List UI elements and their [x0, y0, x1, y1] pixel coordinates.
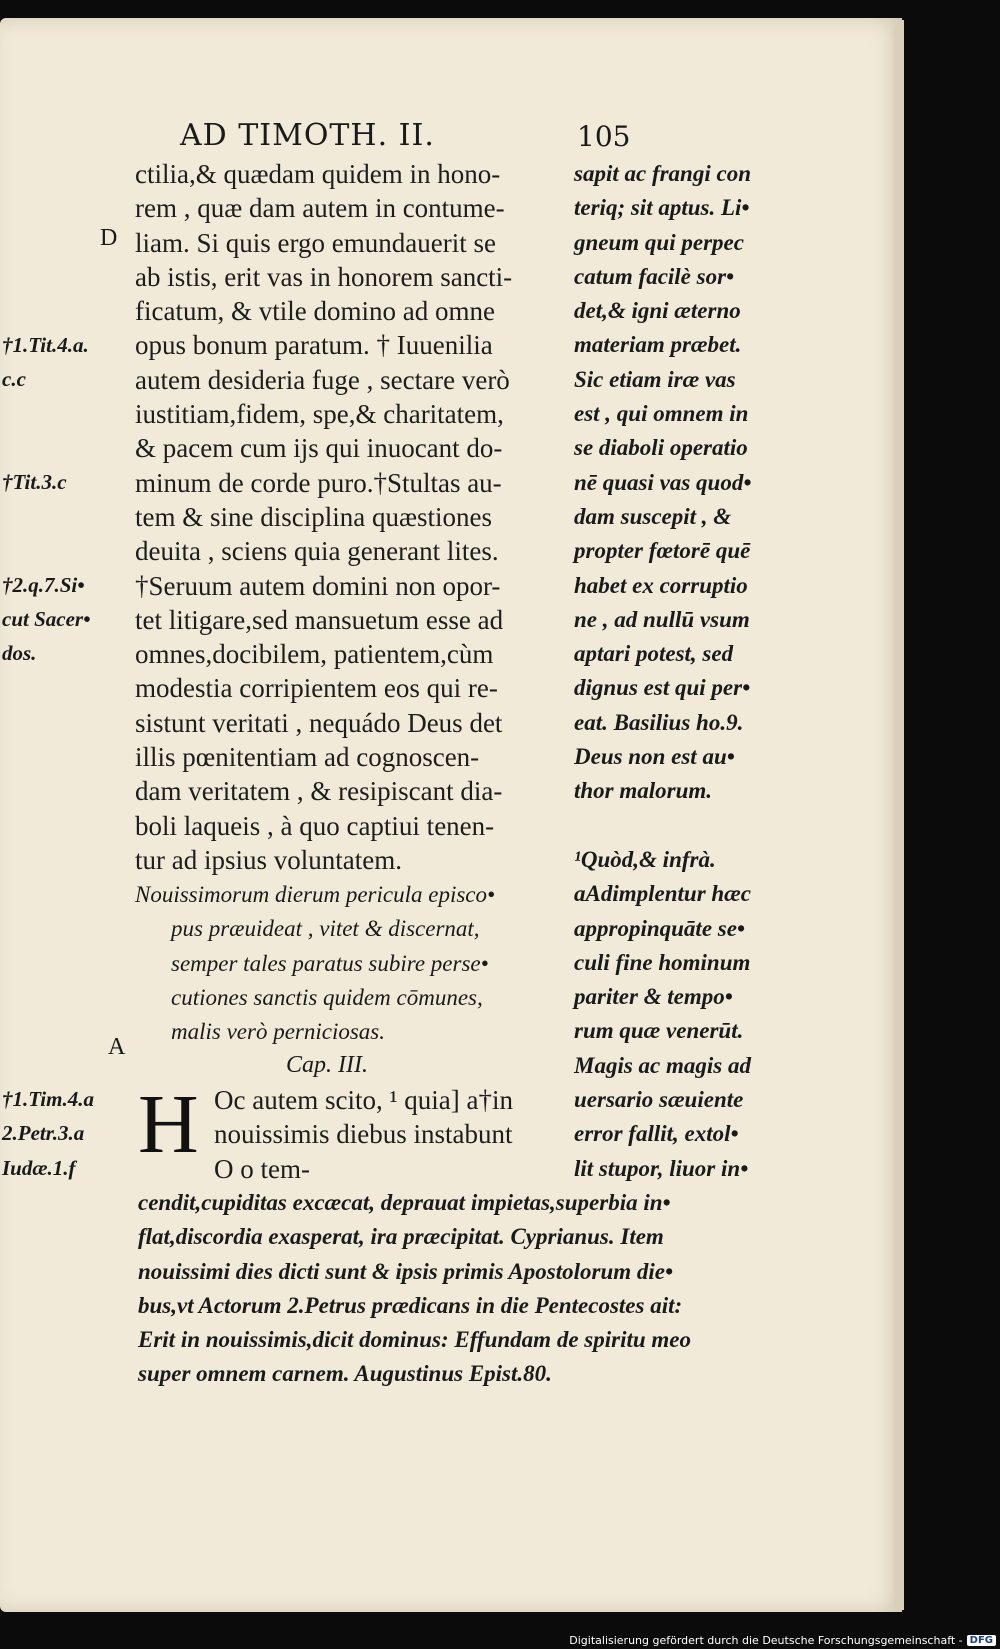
- text-line: tur ad ipsius voluntatem.: [135, 844, 402, 875]
- section-letter-a: A: [108, 1034, 126, 1060]
- commentary-line: Sic etiam iræ vas: [574, 366, 736, 392]
- commentary-line: se diaboli operatio: [574, 435, 748, 461]
- text-line: ab istis, erit vas in honorem sancti-: [135, 261, 513, 292]
- commentary-line: nouissimi dies dicti sunt & ipsis primis Apostolorum die•: [138, 1258, 674, 1284]
- text-line: sistunt veritati , nequádo Deus det: [135, 707, 503, 738]
- text-line: †Seruum autem domini non opor-: [135, 570, 501, 601]
- text-line: iustitiam,fidem, spe,& charitatem,: [135, 399, 504, 430]
- running-header: AD TIMOTH. II.: [180, 118, 435, 153]
- marginal-reference: †1.Tit.4.a.: [2, 332, 89, 357]
- commentary-line: nē quasi vas quod•: [574, 469, 752, 495]
- opening-line: Oc autem scito, ¹ quia] a†in: [214, 1085, 514, 1115]
- commentary-line: aptari potest, sed: [574, 641, 734, 667]
- commentary-line: pariter & tempo•: [574, 984, 733, 1010]
- text-line: autem desideria fuge , sectare verò: [135, 364, 510, 395]
- commentary-line: thor malorum.: [574, 778, 713, 804]
- text-line: dam veritatem , & resipiscant dia-: [135, 776, 503, 807]
- commentary-line: det,& igni æterno: [574, 298, 741, 324]
- text-line: rem , quæ dam autem in contume-: [135, 193, 505, 224]
- marginal-reference: †2.q.7.Si•: [2, 572, 85, 597]
- text-line: minum de corde puro.†Stultas au-: [135, 467, 502, 498]
- text-line: boli laqueis , à quo captiui tenen-: [135, 810, 495, 841]
- opening-line: O o tem-: [214, 1153, 310, 1184]
- commentary-line: materiam præbet.: [574, 332, 742, 358]
- opening-line: nouissimis diebus instabunt: [214, 1119, 513, 1150]
- main-text-column: [135, 157, 570, 877]
- text-line: opus bonum paratum. † Iuuenilia: [135, 330, 493, 361]
- commentary-line: ¹Quòd,& infrà.: [574, 846, 716, 872]
- summary-line: cutiones sanctis quidem cōmunes,: [171, 984, 483, 1010]
- commentary-line: teriq; sit aptus. Li•: [574, 195, 750, 221]
- commentary-line: [574, 809, 894, 843]
- commentary-line: uersario sæuiente: [574, 1087, 744, 1113]
- commentary-line: error fallit, extol•: [574, 1121, 739, 1147]
- commentary-line: rum quæ venerūt.: [574, 1018, 744, 1044]
- page-number: 105: [577, 120, 631, 153]
- commentary-line: Erit in nouissimis,dicit dominus: Effundam de spiritu meo: [138, 1327, 691, 1353]
- marginal-reference: cut Sacer•: [2, 606, 91, 631]
- chapter-heading: Cap. III.: [286, 1052, 368, 1078]
- commentary-line: propter fœtorē quē: [574, 538, 751, 564]
- text-line: liam. Si quis ergo emundauerit se: [135, 227, 496, 258]
- chapter-summary: [135, 878, 575, 1049]
- drop-cap-initial: H: [138, 1078, 199, 1171]
- commentary-line: Deus non est au•: [574, 744, 735, 770]
- summary-line: malis verò perniciosas.: [171, 1019, 386, 1045]
- text-line: modestia corripientem eos qui re-: [135, 673, 498, 704]
- marginal-reference: †1.Tim.4.a: [2, 1087, 94, 1112]
- commentary-continuation: [138, 1186, 898, 1392]
- commentary-column: [574, 157, 894, 1186]
- commentary-line: ne , ad nullū vsum: [574, 606, 750, 632]
- digitization-credit: [569, 1634, 996, 1647]
- commentary-line: culi fine hominum: [574, 949, 751, 975]
- commentary-line: Magis ac magis ad: [574, 1052, 751, 1078]
- commentary-line: sapit ac frangi con: [574, 161, 751, 186]
- marginal-reference: 2.Petr.3.a: [2, 1121, 85, 1146]
- marginal-reference: c.c: [2, 366, 26, 391]
- summary-line: pus præuideat , vitet & discernat,: [171, 916, 480, 942]
- marginal-reference: †Tit.3.c: [2, 469, 67, 494]
- text-line: illis pœnitentiam ad cognoscen-: [135, 742, 480, 773]
- text-line: tet litigare,sed mansuetum esse ad: [135, 604, 504, 635]
- commentary-line: appropinquāte se•: [574, 915, 745, 941]
- commentary-line: gneum qui perpec: [574, 229, 744, 255]
- text-line: tem & sine disciplina quæstiones: [135, 501, 492, 532]
- commentary-line: cendit,cupiditas excæcat, deprauat impietas,superbia in•: [138, 1190, 671, 1215]
- commentary-line: flat,discordia exasperat, ira præcipitat. Cyprianus. Item: [138, 1224, 664, 1250]
- chapter-opening-text: [214, 1083, 574, 1186]
- credit-text: Digitalisierung gefördert durch die Deutsche Forschungsgemeinschaft -: [569, 1634, 963, 1647]
- text-line: ctilia,& quædam quidem in hono-: [135, 159, 501, 189]
- text-line: omnes,docibilem, patientem,cùm: [135, 639, 494, 670]
- commentary-line: super omnem carnem. Augustinus Epist.80.: [138, 1361, 552, 1387]
- section-letter-d: D: [100, 225, 118, 251]
- commentary-line: bus,vt Actorum 2.Petrus prædicans in die Pentecostes ait:: [138, 1292, 683, 1318]
- summary-line: semper tales paratus subire perse•: [171, 950, 489, 976]
- commentary-line: est , qui omnem in: [574, 401, 749, 427]
- text-line: deuita , sciens quia generant lites.: [135, 536, 499, 567]
- commentary-line: eat. Basilius ho.9.: [574, 709, 744, 735]
- commentary-line: aAdimplentur hæc: [574, 881, 752, 907]
- commentary-line: dignus est qui per•: [574, 675, 751, 701]
- summary-line: Nouissimorum dierum pericula episco•: [135, 882, 496, 907]
- commentary-line: catum facilè sor•: [574, 263, 735, 289]
- commentary-line: dam suscepit , &: [574, 503, 732, 529]
- dfg-logo: DFG: [967, 1635, 996, 1646]
- commentary-line: lit stupor, liuor in•: [574, 1155, 749, 1181]
- marginal-reference: Iudæ.1.f: [2, 1155, 76, 1180]
- text-line: ficatum, & vtile domino ad omne: [135, 296, 495, 327]
- marginal-reference: dos.: [2, 641, 37, 666]
- text-line: & pacem cum ijs qui inuocant do-: [135, 433, 503, 464]
- commentary-line: habet ex corruptio: [574, 572, 748, 598]
